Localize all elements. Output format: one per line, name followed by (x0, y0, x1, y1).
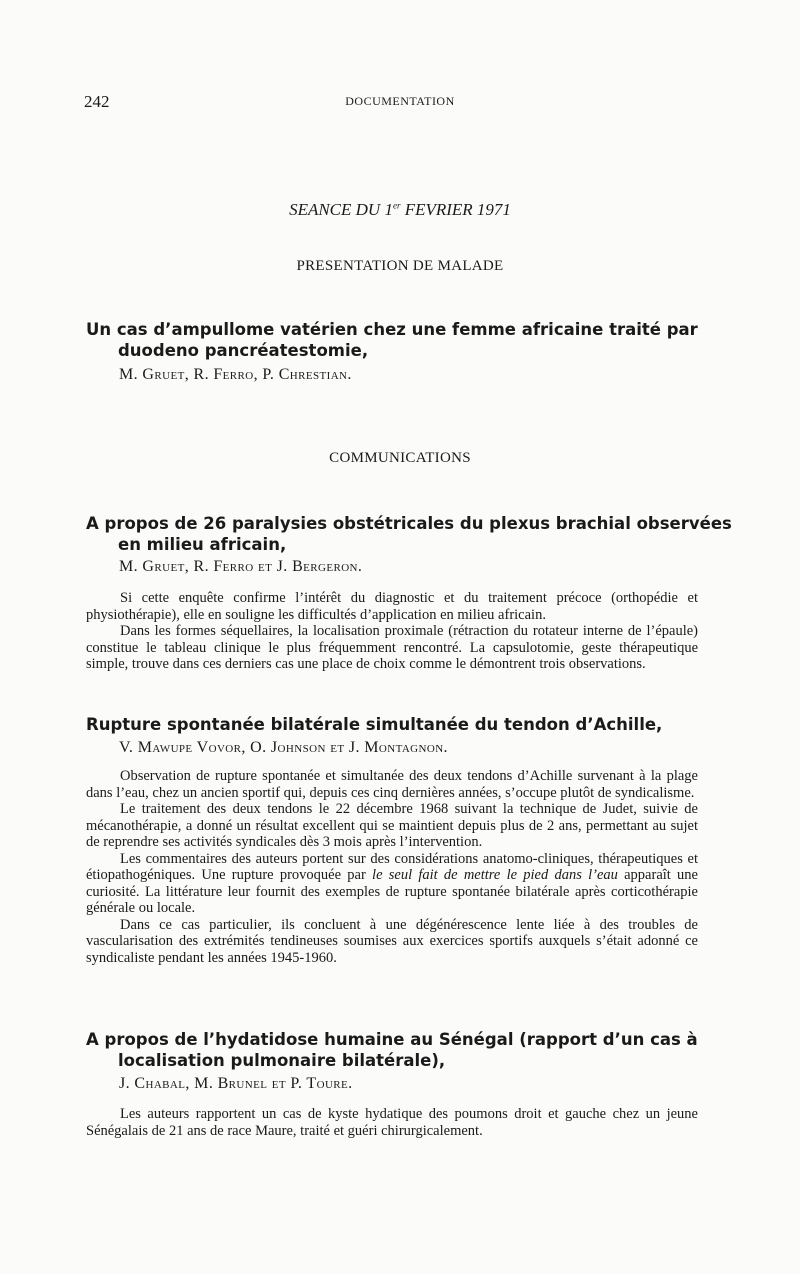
abstract-paragraph: Si cette enquête confirme l’intérêt du diagnostic et du traitement précoce (orthopédie et physiothérapie), elle en souligne les difficultés d’application en milieu africain. (86, 590, 698, 623)
article-abstract (86, 768, 698, 966)
page-number: 242 (84, 92, 110, 111)
article-abstract (86, 1106, 698, 1139)
article-title: Rupture spontanée bilatérale simultanée du tendon d’Achille, (86, 715, 663, 734)
article-authors: M. Gruet, R. Ferro, P. Chrestian. (119, 366, 352, 383)
abstract-paragraph: Le traitement des deux tendons le 22 décembre 1968 suivant la technique de Judet, suivie de mécanothérapie, a donné un résultat excellent qui se maintient depuis plus de 2 ans, permettant au sujet de reprendre ses activités syndicales dès 3 mois après l’intervention. (86, 801, 698, 850)
abstract-paragraph: Dans les formes séquellaires, la localisation proximale (rétraction du rotateur interne de l’épaule) constitue le tableau clinique le plus fréquemment rencontré. La capsulotomie, geste thérapeutique simple, trouve dans ces derniers cas une place de choix comme le démontrent trois observations. (86, 623, 698, 672)
section-heading-presentation: PRESENTATION DE MALADE (296, 258, 504, 274)
running-title: DOCUMENTATION (345, 94, 455, 108)
article-authors: M. Gruet, R. Ferro et J. Bergeron. (119, 558, 363, 575)
abstract-paragraph: Les commentaires des auteurs portent sur des considérations anatomo-cliniques, thérapeutiques et étiopathogéniques. Une rupture provoquée par le seul fait de mettre le pied dans l’eau apparaît une curiosité. La littérature leur fournit des exemples de rupture spontanée bilatérale après corticothérapie générale ou locale. (86, 850, 698, 916)
article-title: A propos de l’hydatidose humaine au Sénégal (rapport d’un cas à localisation pulmonaire bilatérale), (86, 1030, 698, 1070)
article-authors: V. Mawupe Vovor, O. Johnson et J. Montagnon. (119, 739, 448, 756)
seance-heading: SEANCE DU 1er FEVRIER 1971 (289, 200, 511, 219)
abstract-paragraph: Les auteurs rapportent un cas de kyste hydatique des poumons droit et gauche chez un jeune Sénégalais de 21 ans de race Maure, traité et guéri chirurgicalement. (86, 1106, 698, 1139)
section-heading-communications: COMMUNICATIONS (329, 450, 471, 466)
article-abstract (86, 590, 698, 673)
article-title: Un cas d’ampullome vatérien chez une femme africaine traité par duodeno pancréatestomie, (86, 320, 698, 360)
article-title: A propos de 26 paralysies obstétricales du plexus brachial observées en milieu africain, (86, 514, 732, 554)
abstract-paragraph: Dans ce cas particulier, ils concluent à une dégénérescence lente liée à des troubles de vascularisation des extrémités tendineuses soumises aux exercices sportifs auxquels s’était adonné ce syndicaliste pendant les années 1945-1960. (86, 916, 698, 966)
abstract-paragraph: Observation de rupture spontanée et simultanée des deux tendons d’Achille survenant à la plage dans l’eau, chez un ancien sportif qui, depuis ces cinq dernières années, s’occupe plutôt de syndicalisme. (86, 768, 698, 801)
article-authors: J. Chabal, M. Brunel et P. Toure. (119, 1075, 353, 1092)
